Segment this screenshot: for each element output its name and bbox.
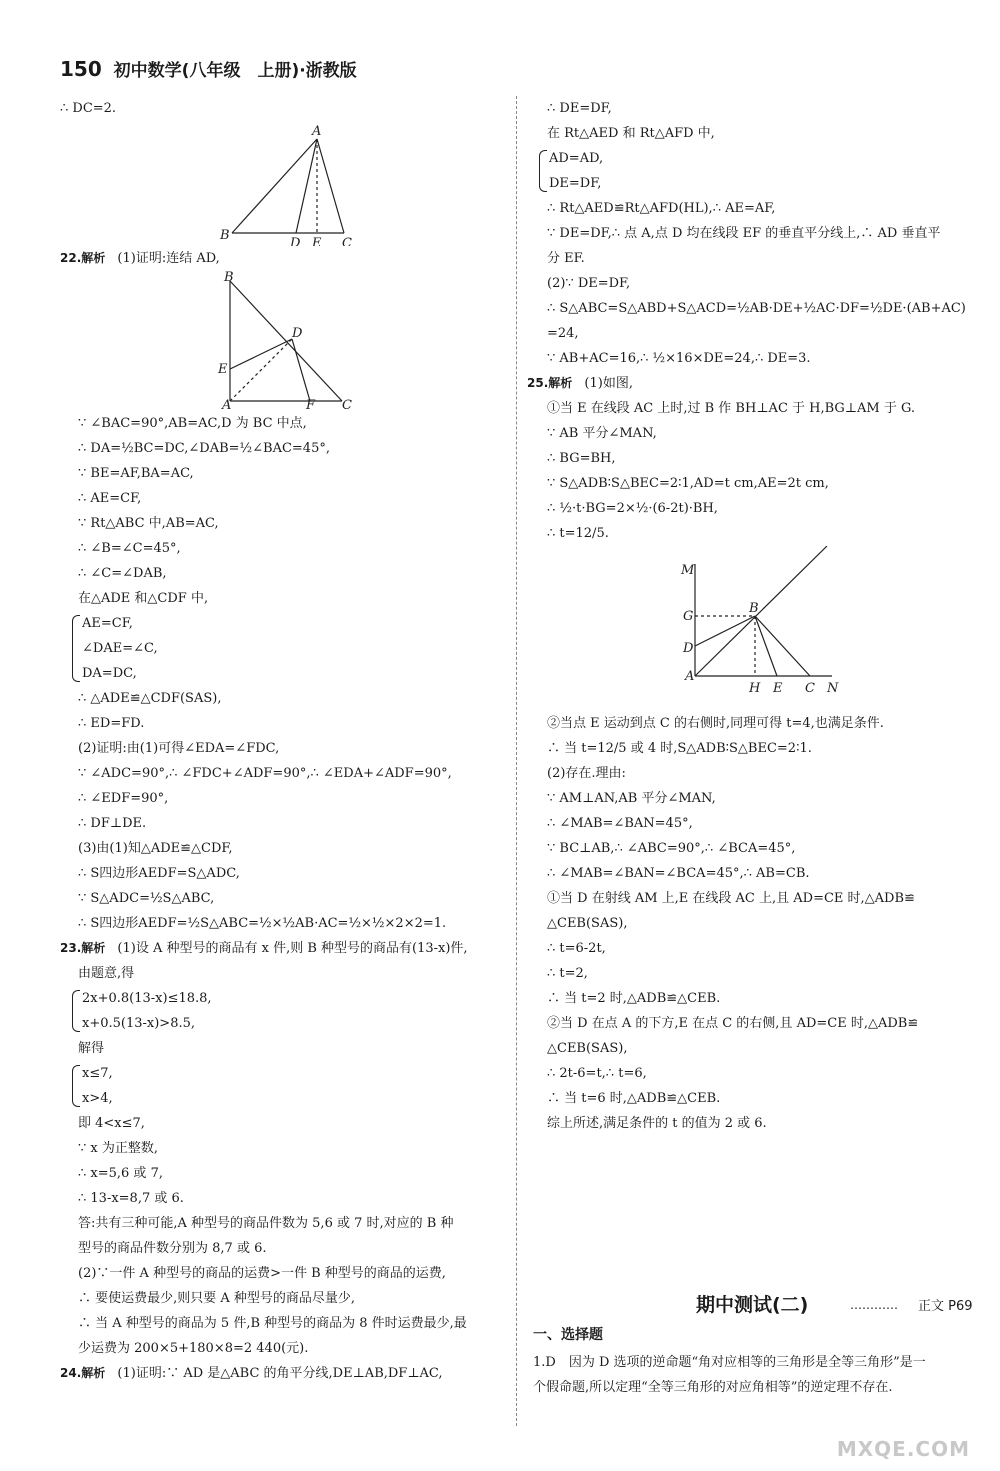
text-line: ∴ Rt△AED≌Rt△AFD(HL),∴ AE=AF,	[547, 201, 776, 216]
fig1-label: E	[312, 236, 322, 246]
section-title: 期中测试(二)	[696, 1294, 809, 1316]
text-line: ∴ ∠C=∠DAB,	[78, 566, 167, 581]
text-line: ∴ 当 t=6 时,△ADB≌△CEB.	[547, 1091, 721, 1106]
text-line: ∵ ∠BAC=90°,AB=AC,D 为 BC 中点,	[78, 416, 307, 431]
figure-triangle-bac	[60, 271, 505, 411]
right-column	[527, 96, 967, 1136]
text-line: ∵ ∠ADC=90°,∴ ∠FDC+∠ADF=90°,∴ ∠EDA+∠ADF=90°,	[78, 766, 452, 781]
left-column	[60, 96, 505, 1386]
page-header	[60, 56, 357, 81]
text-line: x+0.5(13-x)>8.5,	[82, 1016, 196, 1031]
fig3-label: E	[773, 681, 783, 696]
text-line: ∴ ∠EDF=90°,	[78, 791, 169, 806]
text-line: 在△ADE 和△CDF 中,	[78, 591, 209, 606]
text-line: (1)设 A 种型号的商品有 x 件,则 B 种型号的商品有(13-x)件,	[117, 941, 468, 956]
figure-triangle-abc	[60, 121, 505, 246]
fig3-label: C	[805, 681, 815, 696]
q25-title	[527, 371, 967, 396]
page-number: 150	[60, 57, 102, 81]
text-line: ∠DAE=∠C,	[82, 641, 158, 656]
text-line: ∵ S△ADB∶S△BEC=2∶1,AD=t cm,AE=2t cm,	[547, 476, 829, 491]
text-line: (2)证明:由(1)可得∠EDA=∠FDC,	[78, 741, 280, 756]
text-line: ②当点 E 运动到点 C 的右侧时,同理可得 t=4,也满足条件.	[547, 716, 884, 731]
text-line: ∴ 当 t=2 时,△ADB≌△CEB.	[547, 991, 721, 1006]
text-line: 个假命题,所以定理“全等三角形的对应角相等”的逆定理不存在.	[533, 1380, 893, 1395]
text-line: ∴ △ADE≌△CDF(SAS),	[78, 691, 222, 706]
text-line: ∴ ∠B=∠C=45°,	[78, 541, 181, 556]
fig2-label: E	[218, 362, 228, 377]
fig3-label: N	[827, 681, 839, 696]
text-line: ∴ t=12/5.	[547, 526, 609, 541]
section-leader-dots: …………	[850, 1298, 898, 1312]
book-title: 初中数学(八年级 上册)·浙教版	[113, 61, 357, 81]
text-line: 2x+0.8(13-x)≤18.8,	[82, 991, 212, 1006]
text-line: ∴ S四边形AEDF=S△ADC,	[78, 866, 240, 881]
text-line: 分 EF.	[547, 251, 585, 266]
text-line: =24,	[547, 326, 579, 341]
text-line: ∴ t=6-2t,	[547, 941, 606, 956]
subsection-title: 一、选择题	[533, 1327, 603, 1343]
figure-angle-man	[527, 546, 967, 711]
fig1-label: B	[220, 228, 230, 243]
text-line: ∵ DE=DF,∴ 点 A,点 D 均在线段 EF 的垂直平分线上,∴ AD 垂直平	[547, 226, 941, 241]
text-line: 由题意,得	[78, 966, 135, 981]
text-line: x>4,	[82, 1091, 113, 1106]
q25-head: 25.解析	[527, 376, 573, 390]
text-line: △CEB(SAS),	[547, 1041, 628, 1056]
text-line: ∴ 当 t=12/5 或 4 时,S△ADB∶S△BEC=2∶1.	[547, 741, 812, 756]
fig2-label: F	[306, 398, 316, 411]
text-line: 答:共有三种可能,A 种型号的商品件数为 5,6 或 7 时,对应的 B 种	[78, 1216, 454, 1231]
q22-head: 22.解析	[60, 251, 106, 265]
text-line: ∴ AE=CF,	[78, 491, 142, 506]
text-line: 综上所述,满足条件的 t 的值为 2 或 6.	[547, 1116, 767, 1131]
text-line: (3)由(1)知△ADE≌△CDF,	[78, 841, 233, 856]
text-line: ∴ S△ABC=S△ABD+S△ACD=½AB·DE+½AC·DF=½DE·(AB+AC)	[547, 301, 966, 316]
text-line: ∵ BC⊥AB,∴ ∠ABC=90°,∴ ∠BCA=45°,	[547, 841, 796, 856]
q1-block	[533, 1350, 926, 1400]
watermark: MXQE.COM	[836, 1437, 970, 1461]
fig2-label: A	[222, 398, 232, 411]
text-line: ∴ 要使运费最少,则只要 A 种型号的商品尽量少,	[78, 1291, 356, 1306]
fig2-label: B	[224, 271, 234, 285]
text-line: ①当 E 在线段 AC 上时,过 B 作 BH⊥AC 于 H,BG⊥AM 于 G.	[547, 401, 916, 416]
text-line: ∵ AM⊥AN,AB 平分∠MAN,	[547, 791, 716, 806]
text-line: (2)∵一件 A 种型号的商品的运费>一件 B 种型号的商品的运费,	[78, 1266, 446, 1281]
q25-intro: (1)如图,	[584, 376, 633, 391]
text-line: ∵ BE=AF,BA=AC,	[78, 466, 194, 481]
text-line: AE=CF,	[82, 616, 133, 631]
text-line: ∴ 当 A 种型号的商品为 5 件,B 种型号的商品为 8 件时运费最少,最	[78, 1316, 467, 1331]
text-line: ∵ S△ADC=½S△ABC,	[78, 891, 215, 906]
q24-head: 24.解析	[60, 1366, 106, 1380]
text-line: (2)存在.理由:	[547, 766, 626, 781]
text-line: 型号的商品件数分别为 8,7 或 6.	[78, 1241, 267, 1256]
text-line: DA=DC,	[82, 666, 137, 681]
text-line: ∴ 2t-6=t,∴ t=6,	[547, 1066, 647, 1081]
fig2-label: D	[292, 326, 303, 341]
text-line: ∴ ∠MAB=∠BAN=45°,	[547, 816, 693, 831]
text-line: 在 Rt△AED 和 Rt△AFD 中,	[547, 126, 715, 141]
text-line: ∴ ED=FD.	[78, 716, 145, 731]
fig1-label: D	[290, 236, 301, 246]
text-line: (2)∵ DE=DF,	[547, 276, 631, 291]
text-line: 解得	[78, 1041, 105, 1056]
text-line: ∴ DE=DF,	[547, 101, 612, 116]
text-line: ∴ 13-x=8,7 或 6.	[78, 1191, 184, 1206]
text-line: x≤7,	[82, 1066, 113, 1081]
brace-group	[60, 1061, 505, 1111]
text-line: ∴ t=2,	[547, 966, 588, 981]
fig3-label: D	[683, 641, 694, 656]
fig2-label: C	[342, 398, 352, 411]
text-line: ∴ x=5,6 或 7,	[78, 1166, 163, 1181]
text-line: 即 4<x≤7,	[78, 1116, 145, 1131]
text-line: ∵ AB 平分∠MAN,	[547, 426, 657, 441]
text-line: ∴ BG=BH,	[547, 451, 616, 466]
brace-group	[60, 986, 505, 1036]
fig3-label: A	[685, 669, 695, 684]
text-line: 少运费为 200×5+180×8=2 440(元).	[78, 1341, 309, 1356]
q22-intro: (1)证明:连结 AD,	[117, 251, 220, 266]
q22-title	[60, 246, 505, 271]
text-line: ∵ AB+AC=16,∴ ½×16×DE=24,∴ DE=3.	[547, 351, 811, 366]
text-line: (1)证明:∵ AD 是△ABC 的角平分线,DE⊥AB,DF⊥AC,	[117, 1366, 443, 1381]
text-line: ∵ x 为正整数,	[78, 1141, 158, 1156]
text-line: ①当 D 在射线 AM 上,E 在线段 AC 上,且 AD=CE 时,△ADB≌	[547, 891, 915, 906]
text-line: ②当 D 在点 A 的下方,E 在点 C 的右侧,且 AD=CE 时,△ADB≌	[547, 1016, 919, 1031]
text-line: ∴ S四边形AEDF=½S△ABC=½×½AB·AC=½×½×2×2=1.	[78, 916, 447, 931]
fig3-label: G	[683, 609, 694, 624]
text-line: ∴ DC=2.	[60, 101, 117, 116]
fig3-label: M	[681, 563, 695, 578]
fig1-label: A	[312, 124, 322, 139]
fig3-label: B	[749, 601, 759, 616]
text-line: ∴ DA=½BC=DC,∠DAB=½∠BAC=45°,	[78, 441, 330, 456]
fig3-label: H	[749, 681, 761, 696]
text-line: ∵ Rt△ABC 中,AB=AC,	[78, 516, 219, 531]
text-line: △CEB(SAS),	[547, 916, 628, 931]
text-line: ∴ ∠MAB=∠BAN=∠BCA=45°,∴ AB=CB.	[547, 866, 810, 881]
text-line: ∴ ½·t·BG=2×½·(6-2t)·BH,	[547, 501, 718, 516]
brace-group	[527, 146, 967, 196]
section-page-ref: 正文 P69	[918, 1299, 973, 1314]
column-divider	[516, 96, 517, 1426]
q23-title	[60, 936, 505, 961]
text-line: ∴ DF⊥DE.	[78, 816, 147, 831]
fig1-label: C	[342, 236, 352, 246]
q23-head: 23.解析	[60, 941, 106, 955]
text-line: 1.D 因为 D 选项的逆命题“角对应相等的三角形是全等三角形”是一	[533, 1355, 926, 1370]
brace-group	[60, 611, 505, 686]
text-line: DE=DF,	[549, 176, 602, 191]
text-line: AD=AD,	[549, 151, 604, 166]
q24-title	[60, 1361, 505, 1386]
